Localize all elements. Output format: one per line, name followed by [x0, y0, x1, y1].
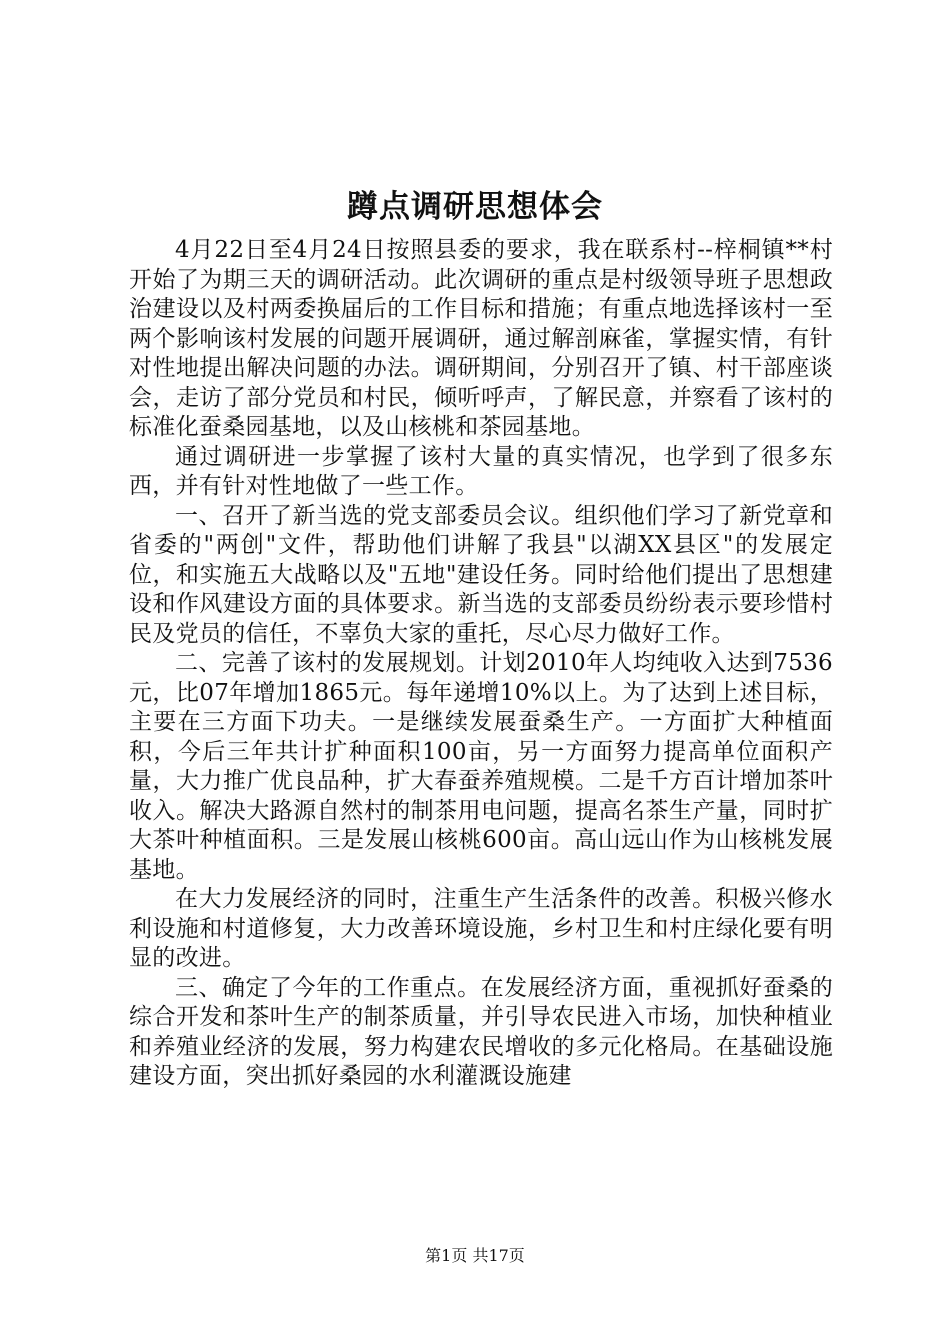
- page-footer: 第1页 共17页: [425, 1246, 525, 1265]
- document-body: [129, 236, 833, 1092]
- paragraph-2: 通过调研进一步掌握了该村大量的真实情况，也学到了很多东西，并有针对性地做了一些工作。: [129, 443, 833, 499]
- paragraph-5: 在大力发展经济的同时，注重生产生活条件的改善。积极兴修水利设施和村道修复，大力改善环境设施，乡村卫生和村庄绿化要有明显的改进。: [129, 886, 833, 971]
- paragraph-4: 二、完善了该村的发展规划。计划2010年人均纯收入达到7536元，比07年增加1865元。每年递增10%以上。为了达到上述目标，主要在三方面下功夫。一是继续发展蚕桑生产。一方面扩大种植面积，今后三年共计扩种面积100亩，另一方面努力提高单位面积产量，大力推广优良品种，扩大春蚕养殖规模。二是千方百计增加茶叶收入。解决大路源自然村的制茶用电问题，提高名茶生产量，同时扩大茶叶种植面积。三是发展山核桃600亩。高山远山作为山核桃发展基地。: [129, 650, 833, 883]
- paragraph-3: 一、召开了新当选的党支部委员会议。组织他们学习了新党章和省委的"两创"文件，帮助他们讲解了我县"以湖XX县区"的发展定位，和实施五大战略以及"五地"建设任务。同时给他们提出了思想建设和作风建设方面的具体要求。新当选的支部委员纷纷表示要珍惜村民及党员的信任，不辜负大家的重托，尽心尽力做好工作。: [129, 502, 833, 647]
- paragraph-6: 三、确定了今年的工作重点。在发展经济方面，重视抓好蚕桑的综合开发和茶叶生产的制茶质量，并引导农民进入市场，加快种植业和养殖业经济的发展，努力构建农民增收的多元化格局。在基础设施建设方面，突出抓好桑园的水利灌溉设施建: [129, 974, 833, 1089]
- document-title: 蹲点调研思想体会: [347, 189, 603, 225]
- paragraph-1: 4月22日至4月24日按照县委的要求，我在联系村--梓桐镇**村开始了为期三天的调研活动。此次调研的重点是村级领导班子思想政治建设以及村两委换届后的工作目标和措施；有重点地选择该村一至两个影响该村发展的问题开展调研，通过解剖麻雀，掌握实情，有针对性地提出解决问题的办法。调研期间，分别召开了镇、村干部座谈会，走访了部分党员和村民，倾听呼声，了解民意，并察看了该村的标准化蚕桑园基地，以及山核桃和茶园基地。: [129, 237, 833, 440]
